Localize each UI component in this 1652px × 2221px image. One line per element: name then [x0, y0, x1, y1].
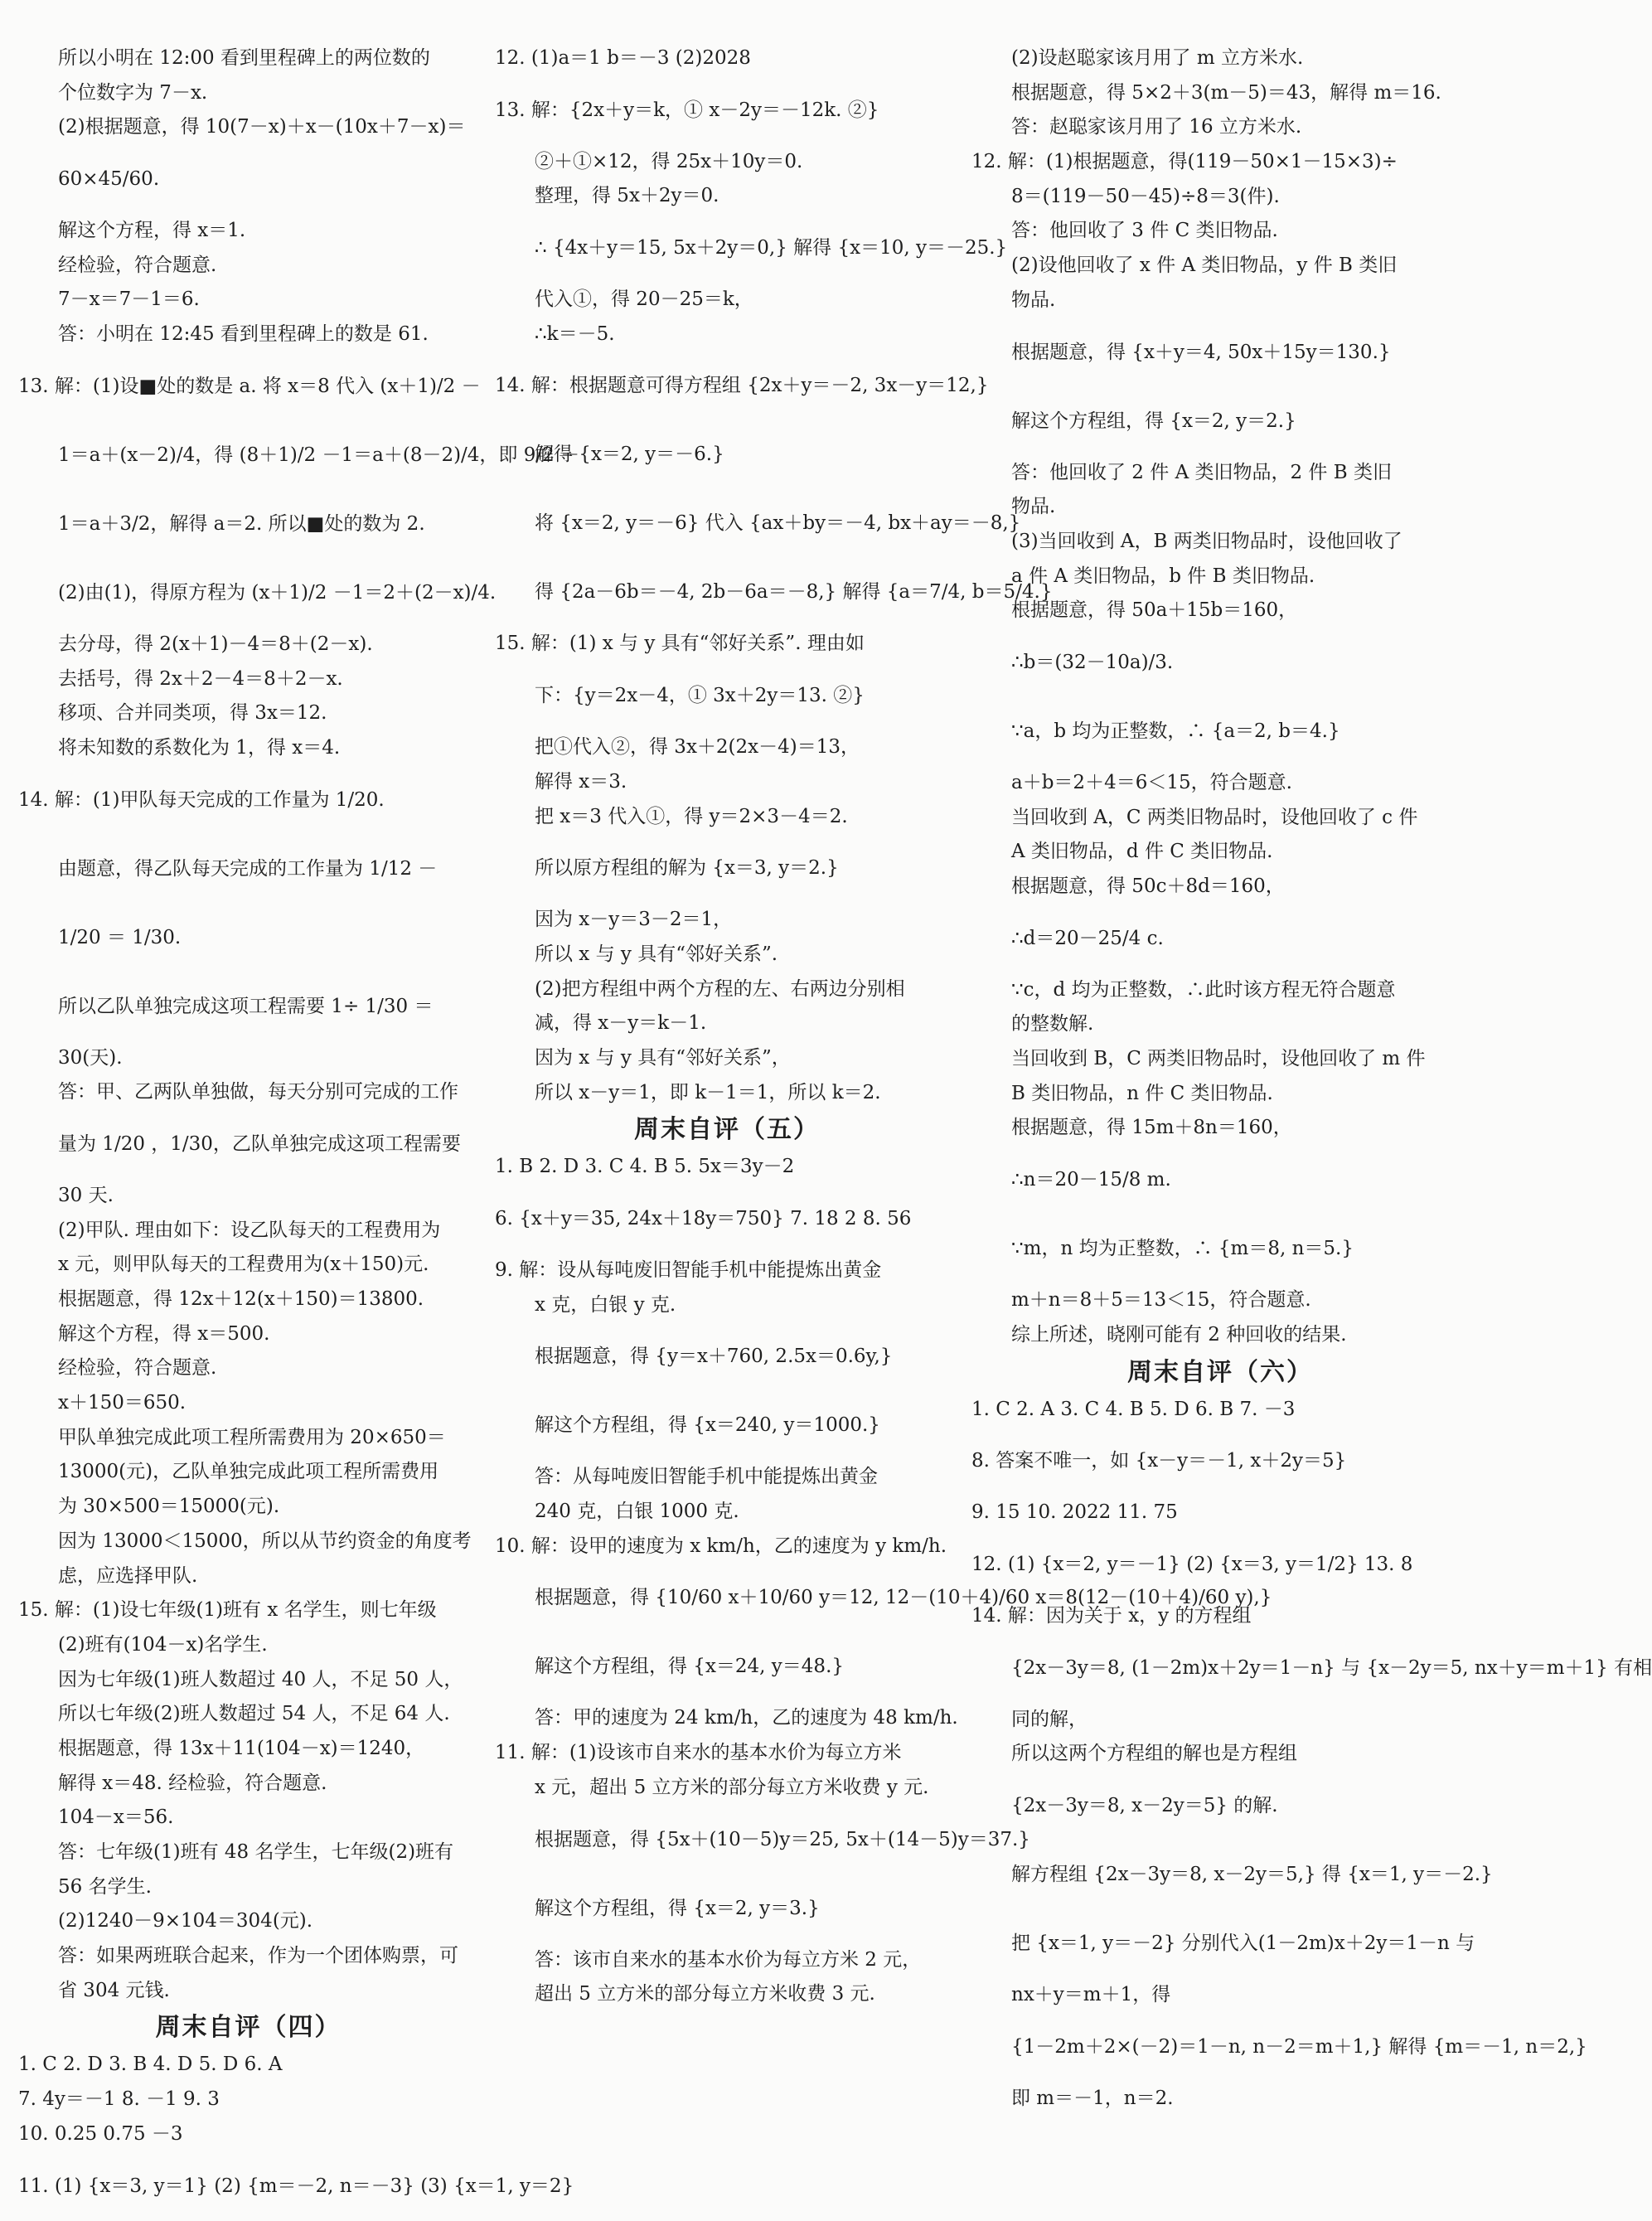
- text-line: 解这个方程组，得 {x＝240, y＝1000.}: [535, 1414, 880, 1437]
- text-line: 代入①，得 20－25＝k，: [535, 289, 753, 311]
- text-line: 答：从每吨废旧智能手机中能提炼出黄金: [535, 1466, 878, 1488]
- text-line: 将未知数的系数化为 1，得 x＝4.: [58, 736, 341, 759]
- text-line: 1＝a＋3/2，解得 a＝2. 所以■处的数为 2.: [58, 512, 425, 535]
- text-line: 的整数解.: [1011, 1013, 1094, 1035]
- text-line: 解方程组 {2x－3y＝8, x－2y＝5,} 得 {x＝1, y＝－2.}: [1011, 1863, 1493, 1885]
- text-line: 14. 解：(1)甲队每天完成的工作量为 1/20.: [18, 788, 385, 811]
- text-line: x 克，白银 y 克.: [535, 1293, 676, 1316]
- text-line: 1. B 2. D 3. C 4. B 5. 5x＝3y－2: [495, 1156, 795, 1178]
- text-line: ∴b＝(32－10a)/3.: [1011, 651, 1174, 673]
- text-line: 物品.: [1011, 496, 1056, 518]
- text-line: 11. (1) {x＝3, y＝1} (2) {m＝－2, n＝－3} (3) {x＝1, y＝2}: [18, 2175, 574, 2197]
- text-line: 12. 解：(1)根据题意，得(119－50×1－15×3)÷: [971, 151, 1398, 173]
- text-line: 56 名学生.: [58, 1875, 152, 1898]
- section-heading: 周末自评（四）: [155, 2013, 342, 2043]
- column-right: [971, 41, 1652, 2116]
- text-line: ∵m，n 均为正整数，∴ {m＝8, n＝5.}: [1011, 1238, 1354, 1260]
- text-line: 所以小明在 12:00 看到里程碑上的两位数的: [58, 47, 430, 69]
- text-line: 解这个方程组，得 {x＝24, y＝48.}: [535, 1656, 845, 1678]
- text-line: 240 克，白银 1000 克.: [535, 1501, 739, 1523]
- text-line: 答：小明在 12:45 看到里程碑上的数是 61.: [58, 323, 429, 346]
- text-line: 去分母，得 2(x＋1)－4＝8＋(2－x).: [58, 633, 373, 655]
- text-line: 9. 15 10. 2022 11. 75: [971, 1501, 1178, 1524]
- text-line: 甲队单独完成此项工程所需费用为 20×650＝: [58, 1426, 446, 1448]
- text-line: 经检验，符合题意.: [58, 1357, 217, 1380]
- text-line: 1/20 ＝ 1/30.: [58, 926, 182, 948]
- text-line: 11. 解：(1)设该市自来水的基本水价为每立方米: [495, 1742, 902, 1764]
- text-line: 60×45/60.: [58, 168, 160, 191]
- text-line: a 件 A 类旧物品，b 件 B 类旧物品.: [1011, 565, 1315, 587]
- text-line: B 类旧物品，n 件 C 类旧物品.: [1011, 1082, 1273, 1104]
- text-line: 由题意，得乙队每天完成的工作量为 1/12 －: [58, 857, 438, 880]
- section-heading: 周末自评（五）: [634, 1115, 820, 1145]
- text-line: 12. (1) {x＝2, y＝－1} (2) {x＝3, y＝1/2} 13. 8: [971, 1553, 1413, 1575]
- text-line: nx＋y＝m＋1，得: [1011, 1983, 1171, 2005]
- text-line: a＋b＝2＋4＝6＜15，符合题意.: [1011, 771, 1292, 793]
- text-line: 解这个方程，得 x＝500.: [58, 1322, 270, 1345]
- text-line: 为 30×500＝15000(元).: [58, 1496, 280, 1518]
- text-line: 答：他回收了 2 件 A 类旧物品，2 件 B 类旧: [1011, 461, 1392, 483]
- text-line: 根据题意，得 50c＋8d＝160，: [1011, 875, 1285, 897]
- text-line: m＋n＝8＋5＝13＜15，符合题意.: [1011, 1289, 1311, 1312]
- text-line: (2)甲队. 理由如下：设乙队每天的工程费用为: [58, 1219, 441, 1241]
- text-line: 13. 解：(1)设■处的数是 a. 将 x＝8 代入 (x＋1)/2 －: [18, 375, 481, 397]
- text-line: 104－x＝56.: [58, 1806, 174, 1829]
- text-line: 6. {x＋y＝35, 24x＋18y＝750} 7. 18 2 8. 56: [495, 1208, 912, 1229]
- text-line: 把 x＝3 代入①，得 y＝2×3－4＝2.: [535, 805, 848, 827]
- text-line: 1. C 2. A 3. C 4. B 5. D 6. B 7. －3: [971, 1398, 1296, 1420]
- text-line: (2)设他回收了 x 件 A 类旧物品，y 件 B 类旧: [1011, 255, 1398, 277]
- text-line: 个位数字为 7－x.: [58, 81, 208, 104]
- text-line: 解得 x＝3.: [535, 770, 627, 793]
- text-line: 同的解，: [1011, 1708, 1088, 1730]
- text-line: 因为七年级(1)班人数超过 40 人，不足 50 人，: [58, 1668, 463, 1690]
- text-line: 所以原方程组的解为 {x＝3, y＝2.}: [535, 857, 839, 880]
- text-line: 整理，得 5x＋2y＝0.: [535, 185, 719, 207]
- text-line: 12. (1)a＝1 b＝－3 (2)2028: [495, 47, 751, 69]
- text-line: 去括号，得 2x＋2－4＝8＋2－x.: [58, 667, 343, 690]
- text-line: 将 {x＝2, y＝－6} 代入 {ax＋by＝－4, bx＋ay＝－8,}: [535, 512, 1021, 535]
- text-line: 30(天).: [58, 1046, 123, 1069]
- text-line: (2)根据题意，得 10(7－x)＋x－(10x＋7－x)＝: [58, 116, 466, 138]
- text-line: 因为 13000＜15000，所以从节约资金的角度考: [58, 1530, 472, 1552]
- text-line: (2)由(1)，得原方程为 (x＋1)/2 －1＝2＋(2－x)/4.: [58, 581, 497, 604]
- text-line: 所以乙队单独完成这项工程需要 1÷ 1/30 ＝: [58, 995, 434, 1017]
- text-line: (2)1240－9×104＝304(元).: [58, 1910, 313, 1932]
- text-line: 答：如果两班联合起来，作为一个团体购票，可: [58, 1945, 458, 1967]
- text-line: 根据题意，得 {x＋y＝4, 50x＋15y＝130.}: [1011, 341, 1391, 363]
- text-line: 根据题意，得 50a＋15b＝160，: [1011, 599, 1298, 622]
- text-line: 13. 解：{2x＋y＝k，① x－2y＝－12k. ②}: [495, 99, 879, 121]
- text-line: x 元，则甲队每天的工程费用为(x＋150)元.: [58, 1254, 429, 1276]
- text-line: 答：甲的速度为 24 km/h，乙的速度为 48 km/h.: [535, 1707, 958, 1729]
- text-line: ∴ {4x＋y＝15, 5x＋2y＝0,} 解得 {x＝10, y＝－25.}: [535, 237, 1008, 259]
- text-line: 因为 x 与 y 具有“邻好关系”，: [535, 1046, 791, 1069]
- text-line: 答：甲、乙两队单独做，每天分别可完成的工作: [58, 1081, 458, 1103]
- text-line: 所以七年级(2)班人数超过 54 人，不足 64 人.: [58, 1703, 450, 1725]
- text-line: 解这个方程组，得 {x＝2, y＝2.}: [1011, 410, 1296, 432]
- text-line: 所以 x 与 y 具有“邻好关系”.: [535, 943, 778, 965]
- text-line: 10. 0.25 0.75 －3: [18, 2122, 183, 2145]
- text-line: ∵c，d 均为正整数，∴此时该方程无符合题意: [1011, 978, 1396, 1001]
- text-line: 量为 1/20 ，1/30，乙队单独完成这项工程需要: [58, 1132, 461, 1155]
- text-line: 下：{y＝2x－4，① 3x＋2y＝13. ②}: [535, 685, 865, 707]
- text-line: 10. 解：设甲的速度为 x km/h，乙的速度为 y km/h.: [495, 1535, 947, 1557]
- text-line: 7－x＝7－1＝6.: [58, 289, 200, 311]
- text-line: 综上所述，晓刚可能有 2 种回收的结果.: [1011, 1323, 1347, 1346]
- text-line: 得 {2a－6b＝－4, 2b－6a＝－8,} 解得 {a＝7/4, b＝5/4.}: [535, 581, 1053, 604]
- text-line: ∴n＝20－15/8 m.: [1011, 1169, 1171, 1191]
- text-line: (2)设赵聪家该月用了 m 立方米水.: [1011, 47, 1304, 69]
- text-line: 减，得 x－y＝k－1.: [535, 1012, 707, 1035]
- text-line: 13000(元)，乙队单独完成此项工程所需费用: [58, 1461, 439, 1483]
- text-line: 14. 解：根据题意可得方程组 {2x＋y＝－2, 3x－y＝12,}: [495, 375, 989, 397]
- text-line: 物品.: [1011, 289, 1056, 311]
- text-line: 根据题意，得 12x＋12(x＋150)＝13800.: [58, 1288, 424, 1310]
- section-heading: 周末自评（六）: [1127, 1357, 1313, 1387]
- text-line: 所以这两个方程组的解也是方程组: [1011, 1743, 1297, 1765]
- text-line: 15. 解：(1) x 与 y 具有“邻好关系”. 理由如: [495, 633, 865, 655]
- text-line: x 元，超出 5 立方米的部分每立方米收费 y 元.: [535, 1776, 929, 1798]
- text-line: {2x－3y＝8, x－2y＝5} 的解.: [1011, 1794, 1278, 1816]
- text-line: 解这个方程组，得 {x＝2, y＝3.}: [535, 1897, 820, 1919]
- text-line: x＋150＝650.: [58, 1392, 187, 1414]
- text-line: 9. 解：设从每吨废旧智能手机中能提炼出黄金: [495, 1259, 882, 1281]
- text-line: 根据题意，得 {y＝x＋760, 2.5x＝0.6y,}: [535, 1346, 893, 1368]
- text-line: (3)当回收到 A，B 两类旧物品时，设他回收了: [1011, 530, 1403, 552]
- text-line: 即 m＝－1，n＝2.: [1011, 2087, 1174, 2109]
- text-line: ②＋①×12，得 25x＋10y＝0.: [535, 150, 803, 172]
- text-line: 14. 解：因为关于 x，y 的方程组: [971, 1604, 1252, 1627]
- text-line: 答：该市自来水的基本水价为每立方米 2 元，: [535, 1948, 922, 1971]
- text-line: A 类旧物品，d 件 C 类旧物品.: [1011, 841, 1273, 863]
- text-line: 省 304 元钱.: [58, 1979, 170, 2001]
- text-line: 7. 4y＝－1 8. －1 9. 3: [18, 2088, 220, 2111]
- text-line: 因为 x－y＝3－2＝1，: [535, 909, 733, 931]
- text-line: 根据题意，得 5×2＋3(m－5)＝43，解得 m＝16.: [1011, 81, 1441, 104]
- text-line: 答：他回收了 3 件 C 类旧物品.: [1011, 220, 1278, 242]
- text-line: 经检验，符合题意.: [58, 254, 217, 276]
- text-line: 当回收到 A，C 两类旧物品时，设他回收了 c 件: [1011, 806, 1418, 828]
- text-line: 8＝(119－50－45)÷8＝3(件).: [1011, 185, 1280, 207]
- text-line: ∵a，b 均为正整数，∴ {a＝2, b＝4.}: [1011, 720, 1340, 742]
- text-line: 根据题意，得 15m＋8n＝160，: [1011, 1117, 1292, 1139]
- text-line: 虑，应选择甲队.: [58, 1564, 198, 1587]
- text-line: 根据题意，得 13x＋11(104－x)＝1240，: [58, 1737, 425, 1759]
- text-line: 8. 答案不唯一，如 {x－y＝－1, x＋2y＝5}: [971, 1450, 1347, 1472]
- text-line: 所以 x－y＝1，即 k－1＝1，所以 k＝2.: [535, 1081, 881, 1103]
- text-line: 解得 {x＝2, y＝－6.}: [535, 444, 724, 466]
- text-line: {1－2m＋2×(－2)＝1－n, n－2＝m＋1,} 解得 {m＝－1, n＝2,}: [1011, 2035, 1587, 2058]
- text-line: 1＝a＋(x－2)/4，得 (8＋1)/2 －1＝a＋(8－2)/4，即 9/2 －: [58, 444, 580, 466]
- text-line: 解这个方程，得 x＝1.: [58, 220, 246, 242]
- text-line: 答：七年级(1)班有 48 名学生，七年级(2)班有: [58, 1841, 454, 1863]
- text-line: 答：赵聪家该月用了 16 立方米水.: [1011, 116, 1302, 138]
- text-line: ∴k＝－5.: [535, 322, 615, 345]
- text-line: {2x－3y＝8, (1－2m)x＋2y＝1－n} 与 {x－2y＝5, nx＋y＝m＋1} 有相: [1011, 1656, 1652, 1679]
- text-line: 根据题意，得 {10/60 x＋10/60 y＝12, 12－(10＋4)/60 x＝8(12－(10＋4)/60 y),}: [535, 1587, 1272, 1609]
- text-line: (2)班有(104－x)名学生.: [58, 1633, 268, 1656]
- text-line: 当回收到 B，C 两类旧物品时，设他回收了 m 件: [1011, 1048, 1426, 1070]
- text-line: 移项、合并同类项，得 3x＝12.: [58, 702, 327, 725]
- text-line: 1. C 2. D 3. B 4. D 5. D 6. A: [18, 2054, 283, 2076]
- text-line: 把①代入②，得 3x＋2(2x－4)＝13，: [535, 736, 860, 759]
- text-line: (2)把方程组中两个方程的左、右两边分别相: [535, 977, 905, 1000]
- text-line: 15. 解：(1)设七年级(1)班有 x 名学生，则七年级: [18, 1599, 437, 1622]
- text-line: 超出 5 立方米的部分每立方米收费 3 元.: [535, 1983, 875, 2005]
- text-line: 根据题意，得 {5x＋(10－5)y＝25, 5x＋(14－5)y＝37.}: [535, 1828, 1030, 1850]
- text-line: ∴d＝20－25/4 c.: [1011, 927, 1164, 949]
- text-line: 解得 x＝48. 经检验，符合题意.: [58, 1772, 327, 1794]
- text-line: 把 {x＝1, y＝－2} 分别代入(1－2m)x＋2y＝1－n 与: [1011, 1932, 1475, 1954]
- text-line: 30 天.: [58, 1184, 114, 1206]
